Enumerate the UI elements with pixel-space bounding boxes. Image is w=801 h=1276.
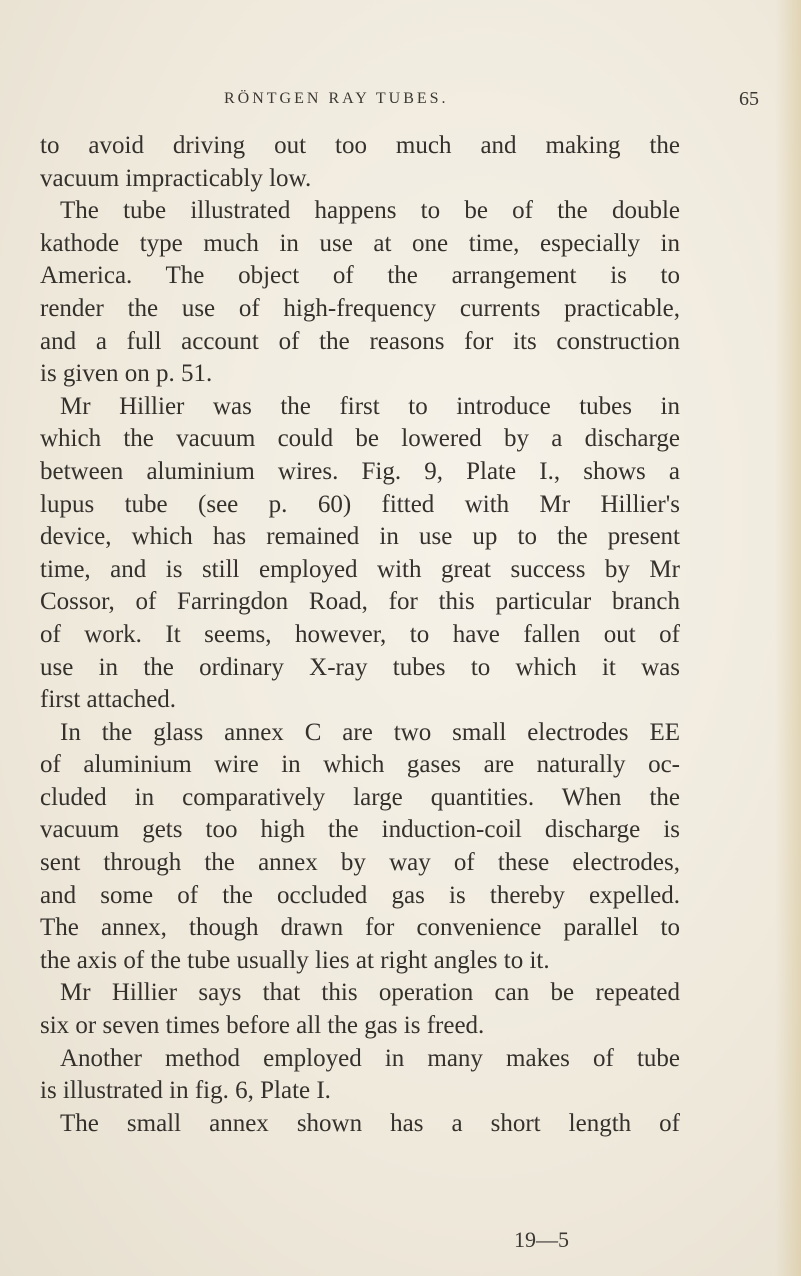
text-line: In the glass annex C are two small electrodes EE [60,718,680,746]
text-line: cluded in comparatively large quantities. When the [40,783,680,811]
text-line: Another method employed in many makes of tube [60,1044,680,1072]
text-line: Cossor, of Farringdon Road, for this particular branch [40,588,680,616]
text-line: of work. It seems, however, to have fallen out of [40,620,680,648]
text-line: is given on p. 51. [40,360,213,388]
text-line: first attached. [40,686,177,714]
text-line: vacuum impracticably low. [40,164,312,192]
body-text [40,130,680,1140]
running-head: RÖNTGEN RAY TUBES. [224,90,449,107]
text-line: America. The object of the arrangement is to [40,262,680,290]
text-line: device, which has remained in use up to the present [40,523,680,551]
text-line: the axis of the tube usually lies at right angles to it. [40,946,550,974]
text-line: The small annex shown has a short length of [60,1109,680,1137]
text-line: and a full account of the reasons for its construction [40,327,680,355]
text-line: use in the ordinary X-ray tubes to which it was [40,653,680,681]
page-number: 65 [739,88,759,110]
printer-signature-mark: 19—5 [514,1227,569,1252]
text-line: The annex, though drawn for convenience parallel to [40,914,680,942]
text-line: time, and is still employed with great success by Mr [40,555,680,583]
text-line: which the vacuum could be lowered by a discharge [40,425,680,453]
text-line: six or seven times before all the gas is freed. [40,1012,485,1040]
text-line: kathode type much in use at one time, especially in [40,229,680,257]
text-line: lupus tube (see p. 60) fitted with Mr Hillier's [40,490,680,518]
text-line: between aluminium wires. Fig. 9, Plate I., shows a [40,457,680,485]
page-edge-shadow [775,0,801,1276]
text-line: and some of the occluded gas is thereby expelled. [40,881,680,909]
text-line: Mr Hillier says that this operation can be repeated [60,979,680,1007]
text-line: to avoid driving out too much and making the [40,132,680,159]
text-line: vacuum gets too high the induction-coil discharge is [40,816,680,844]
text-line: Mr Hillier was the first to introduce tubes in [60,392,680,420]
text-line: render the use of high-frequency currents practicable, [40,294,680,322]
text-line: is illustrated in fig. 6, Plate I. [40,1077,331,1105]
text-line: sent through the annex by way of these electrodes, [40,849,680,877]
text-line: The tube illustrated happens to be of the double [60,197,680,225]
text-line: of aluminium wire in which gases are naturally oc- [40,751,680,779]
